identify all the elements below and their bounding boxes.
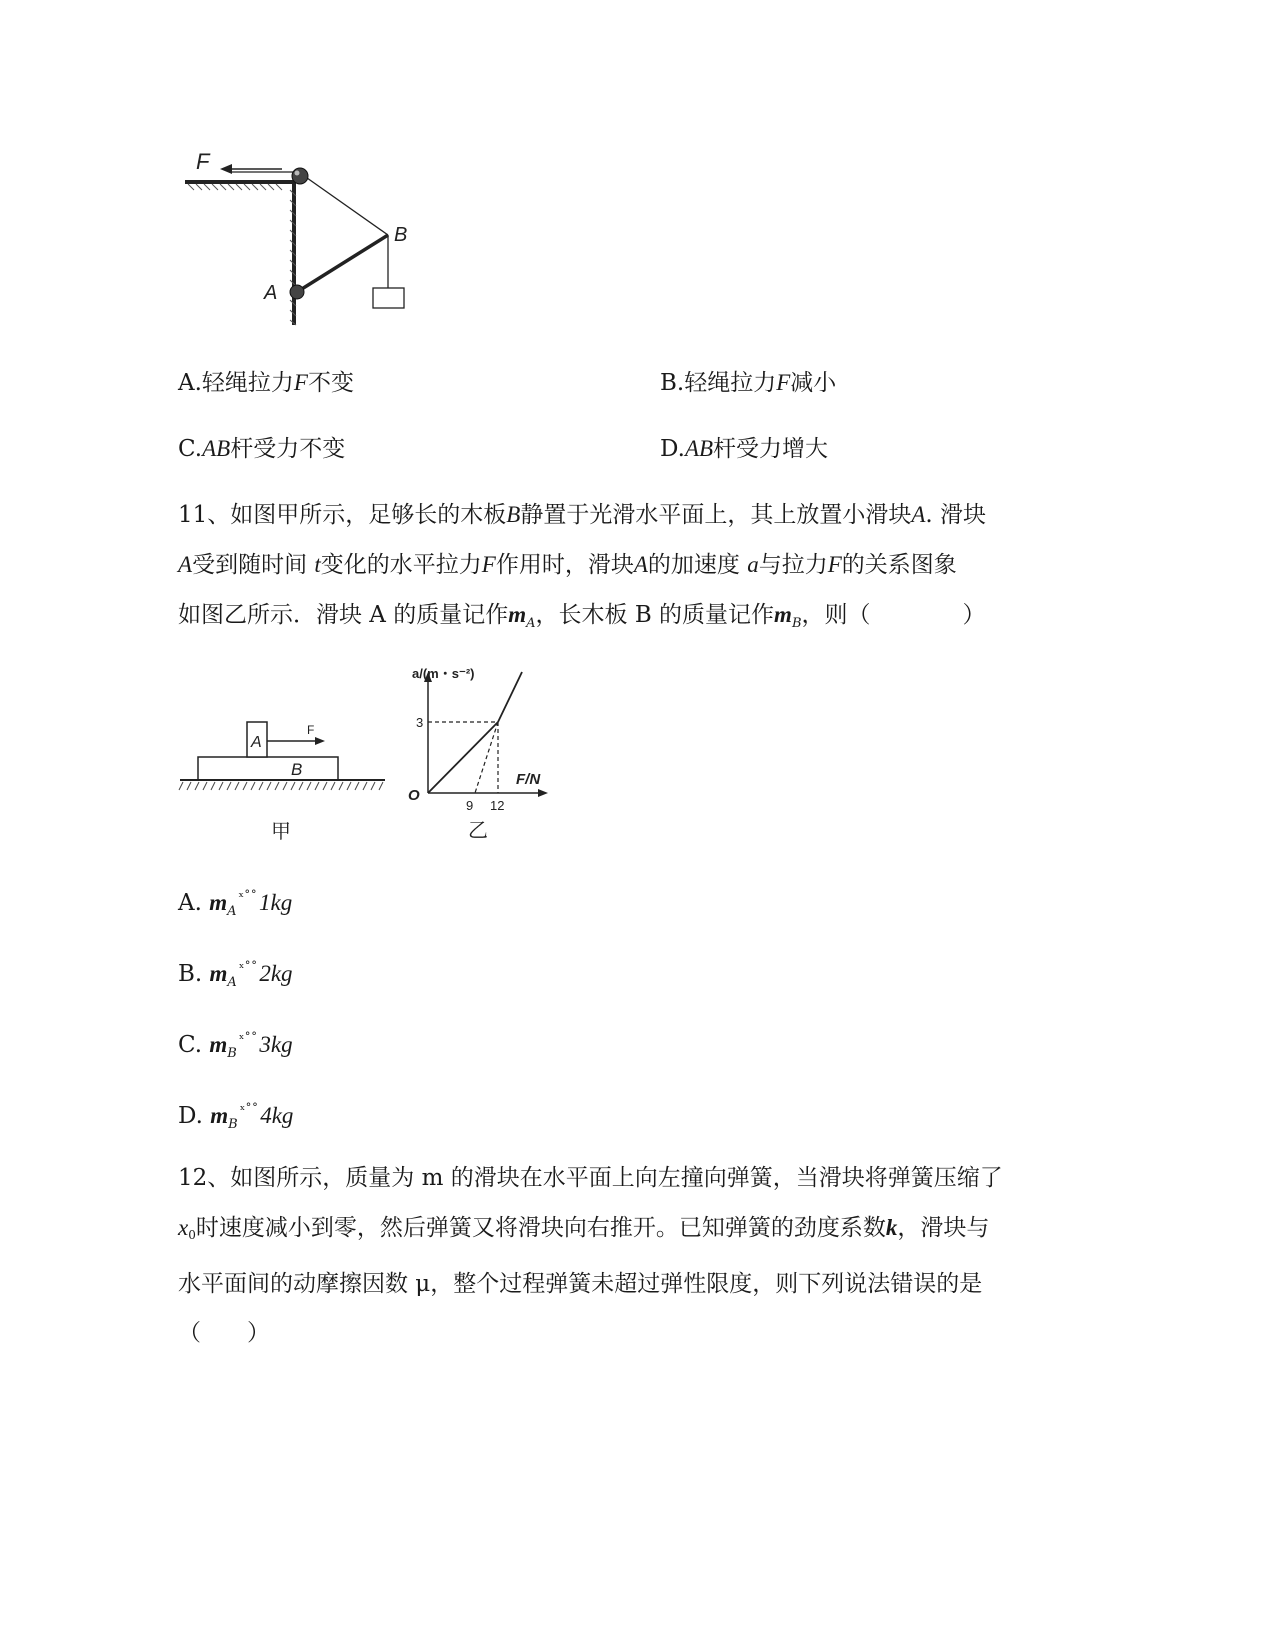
stem-subscript: B xyxy=(791,616,802,631)
option-var: m xyxy=(210,1103,229,1128)
stem-text: ，滑块与 xyxy=(897,1215,990,1241)
hinge-a xyxy=(290,285,304,299)
stem-var: k xyxy=(885,1215,898,1240)
stem-text: 水平面间的动摩擦因数 μ，整个过程弹簧未超过弹性限度，则下列说法错误的是 xyxy=(178,1271,983,1297)
option-symbol: ˣ˚˚ xyxy=(238,961,258,976)
stem-text: （ ） xyxy=(178,1320,270,1346)
option-value: 1kg xyxy=(259,890,293,915)
q10-option-c[interactable] xyxy=(178,433,345,465)
q10-option-a[interactable] xyxy=(178,367,354,399)
q11-option-d[interactable] xyxy=(178,1095,293,1141)
option-value: 2kg xyxy=(259,961,293,986)
q12-line-2 xyxy=(178,1203,1058,1260)
stem-text: 时速度减小到零，然后弹簧又将滑块向右推开。已知弹簧的劲度系数 xyxy=(195,1215,886,1241)
point-b-label: B xyxy=(394,224,408,246)
q10-figure xyxy=(170,145,430,335)
stem-var: x xyxy=(178,1215,189,1240)
x-tick-12: 12 xyxy=(490,798,505,813)
stem-var: A xyxy=(911,502,926,527)
q11-line-2 xyxy=(178,540,1058,590)
option-prefix: C. xyxy=(178,436,203,462)
pulley xyxy=(292,168,308,184)
q12-stem xyxy=(178,1154,1058,1358)
option-text: 不变 xyxy=(307,370,354,396)
rope xyxy=(300,173,388,235)
stem-var: a xyxy=(747,552,759,577)
stem-var: m xyxy=(508,602,527,627)
x-axis-label: F/N xyxy=(516,771,541,788)
stem-text: 如图甲所示，足够长的木板 xyxy=(230,502,507,528)
force-label: F xyxy=(307,723,315,737)
stem-text: 的加速度 xyxy=(647,552,740,578)
graph-line-1 xyxy=(428,722,498,793)
rod-ab xyxy=(297,235,388,292)
stem-text: ，则（ ） xyxy=(801,602,986,628)
option-text: 杆受力增大 xyxy=(713,436,829,462)
option-text: 减小 xyxy=(790,370,837,396)
q11-figure-yi xyxy=(400,660,560,850)
stem-var: F xyxy=(827,552,842,577)
option-var: AB xyxy=(202,436,231,461)
option-prefix: A. xyxy=(178,370,202,396)
stem-var: t xyxy=(314,552,321,577)
stem-var: A xyxy=(178,552,193,577)
force-arrow-head xyxy=(315,737,325,745)
stem-text: 如图乙所示．滑块 A 的质量记作 xyxy=(178,602,509,628)
q11-figure-jia xyxy=(175,700,395,850)
stem-subscript: 0 xyxy=(188,1228,196,1242)
y-tick-3: 3 xyxy=(416,715,424,730)
option-symbol: ˣ˚˚ xyxy=(238,890,258,905)
q10-option-d[interactable] xyxy=(660,433,828,465)
option-prefix: A. xyxy=(178,890,202,916)
stem-text: 与拉力 xyxy=(758,552,828,578)
option-prefix: C. xyxy=(178,1032,203,1058)
q12-line-4 xyxy=(178,1309,1058,1358)
option-text: 杆受力不变 xyxy=(230,436,346,462)
option-value: 4kg xyxy=(260,1103,294,1128)
q11-option-a[interactable] xyxy=(178,882,292,928)
board-b-label: B xyxy=(291,760,303,779)
stem-var: m xyxy=(774,602,792,627)
stem-var: A xyxy=(633,552,648,577)
stem-text: 静置于光滑水平面上，其上放置小滑块 xyxy=(520,502,912,528)
q11-line-1 xyxy=(178,490,1058,540)
question-number: 12、 xyxy=(178,1165,231,1191)
stem-text: 受到随时间 xyxy=(192,552,308,578)
option-value: 3kg xyxy=(259,1032,293,1057)
q10-option-b[interactable] xyxy=(660,367,836,399)
option-var: AB xyxy=(684,436,714,461)
option-var: m xyxy=(209,890,228,915)
q12-line-1 xyxy=(178,1154,1058,1203)
stem-text: ，长木板 B 的质量记作 xyxy=(535,602,775,628)
q12-line-3 xyxy=(178,1260,1058,1309)
point-a-label: A xyxy=(264,282,278,304)
stem-text: 变化的水平拉力 xyxy=(320,552,482,578)
option-var: F xyxy=(776,370,791,395)
option-text: 轻绳拉力 xyxy=(684,370,777,396)
stem-text: . 滑块 xyxy=(925,502,987,528)
option-subscript: A xyxy=(227,904,237,919)
option-subscript: A xyxy=(227,975,237,990)
q11-option-c[interactable] xyxy=(178,1024,293,1070)
y-axis-label: a/(m・s⁻²) xyxy=(412,666,475,681)
q11-line-3 xyxy=(178,590,1058,648)
stem-text: 的关系图象 xyxy=(841,552,957,578)
hanging-weight xyxy=(373,288,404,308)
force-arrow-head xyxy=(220,164,232,174)
option-prefix: B. xyxy=(660,370,685,396)
x-axis-arrow xyxy=(538,789,548,797)
option-symbol: ˣ˚˚ xyxy=(239,1103,259,1118)
option-prefix: D. xyxy=(660,436,685,462)
block-a-label: A xyxy=(251,734,262,751)
ceiling-hatch xyxy=(188,184,282,190)
option-prefix: B. xyxy=(178,961,203,987)
q11-option-b[interactable] xyxy=(178,953,293,999)
stem-subscript: A xyxy=(526,616,536,631)
question-number: 11、 xyxy=(178,502,231,528)
option-var: F xyxy=(293,370,308,395)
option-var: m xyxy=(209,961,228,986)
stem-var: B xyxy=(506,502,521,527)
ground-hatch xyxy=(179,782,383,790)
graph-line-2 xyxy=(498,672,522,722)
x-tick-9: 9 xyxy=(466,798,474,813)
option-subscript: B xyxy=(228,1117,238,1132)
caption-jia: 甲 xyxy=(271,821,291,843)
option-text: 轻绳拉力 xyxy=(201,370,294,396)
option-prefix: D. xyxy=(178,1103,203,1129)
stem-text: 作用时，滑块 xyxy=(495,552,634,578)
option-var: m xyxy=(209,1032,228,1057)
origin-label: O xyxy=(408,787,420,804)
stem-var: F xyxy=(481,552,496,577)
caption-yi: 乙 xyxy=(468,820,488,842)
board-b xyxy=(198,757,338,780)
option-subscript: B xyxy=(227,1046,237,1061)
stem-text: 如图所示，质量为 m 的滑块在水平面上向左撞向弹簧，当滑块将弹簧压缩了 xyxy=(230,1165,1003,1191)
force-label: F xyxy=(196,149,210,174)
option-symbol: ˣ˚˚ xyxy=(238,1032,258,1047)
q11-stem xyxy=(178,490,1058,648)
